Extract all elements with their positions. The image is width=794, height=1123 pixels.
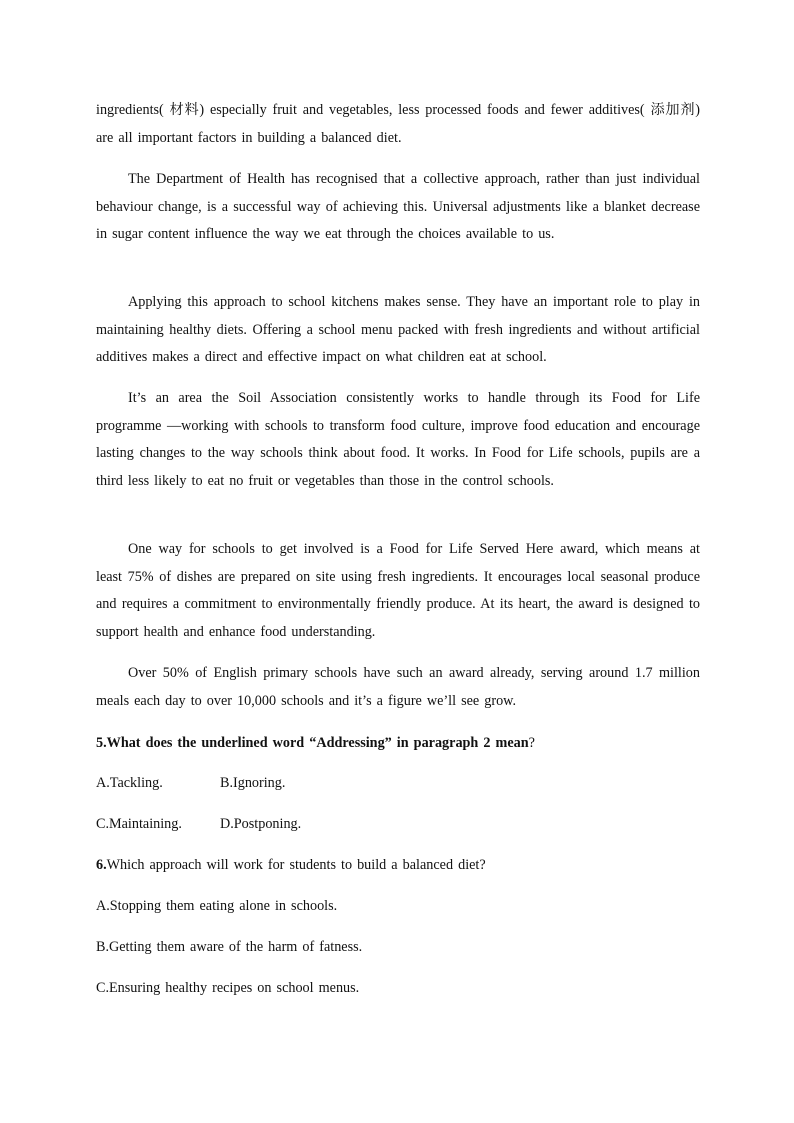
option-b[interactable]: B.Ignoring.: [220, 775, 286, 791]
question-text: Which approach will work for students to build a balanced diet?: [106, 857, 486, 873]
question-5-options-row-2: [96, 810, 700, 838]
option-b[interactable]: B.Getting them aware of the harm of fatness.: [96, 939, 363, 955]
question-6: [96, 851, 700, 879]
question-number: 6.: [96, 857, 107, 873]
option-c[interactable]: C.Ensuring healthy recipes on school menus.: [96, 980, 360, 996]
paragraph-primary-schools: Over 50% of English primary schools have such an award already, serving around 1.7 million meals each day to over 10,000 schools and it’s a figure we’ll see grow.: [96, 665, 700, 709]
question-mark: ?: [528, 735, 535, 751]
question-5: [96, 729, 700, 757]
option-a[interactable]: A.Tackling.: [96, 775, 163, 791]
paragraph-food-for-life-award: One way for schools to get involved is a Food for Life Served Here award, which means at least 75% of dishes are prepared on site using fresh ingredients. It encourages local seasonal produce and requires a commitment to environmentally friendly produce. At its heart, the award is designed to support health and enhance food understanding.: [96, 541, 700, 640]
paragraph-soil-association: It’s an area the Soil Association consistently works to handle through its Food for Life programme —working with schools to transform food culture, improve food education and encourage lasting changes to the way schools think about food. It works. In Food for Life schools, pupils are a third less likely to eat no fruit or vegetables than those in the control schools.: [96, 390, 700, 489]
paragraph-department-of-health: The Department of Health has recognised that a collective approach, rather than just individual behaviour change, is a successful way of achieving this. Universal adjustments like a blanket decrease in sugar content influence the way we eat through the choices available to us.: [96, 171, 700, 243]
paragraph-continuation: ingredients( 材料) especially fruit and vegetables, less processed foods and fewer additives( 添加剂) are all important factors in building a balanced diet.: [96, 102, 700, 146]
option-c[interactable]: C.Maintaining.: [96, 816, 182, 832]
option-a[interactable]: A.Stopping them eating alone in schools.: [96, 898, 338, 914]
paragraph-school-kitchens: Applying this approach to school kitchens makes sense. They have an important role to play in maintaining healthy diets. Offering a school menu packed with fresh ingredients and without artificial additives makes a direct and effective impact on what children eat at school.: [96, 294, 700, 366]
question-number: 5.: [96, 735, 107, 751]
question-5-options-row-1: [96, 769, 700, 797]
question-text: What does the underlined word “Addressing” in paragraph 2 mean: [106, 735, 529, 751]
option-d[interactable]: D.Postponing.: [220, 816, 302, 832]
